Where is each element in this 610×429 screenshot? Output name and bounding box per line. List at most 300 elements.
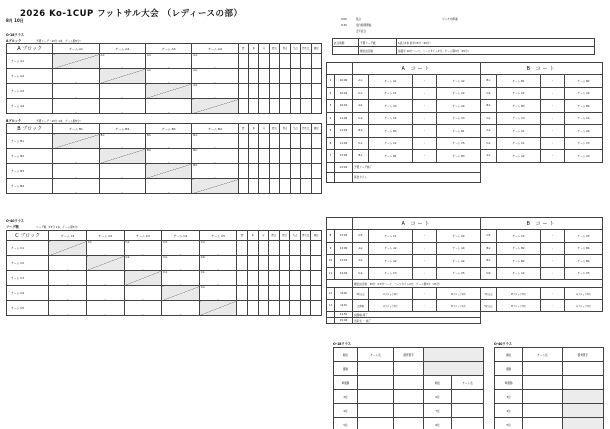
rank-label: 3位: [495, 390, 523, 404]
stat-cell: [269, 99, 279, 114]
rank-mvp: [394, 362, 424, 376]
rank-u18-label: O-18クラス: [333, 342, 351, 346]
stat-cell: [258, 301, 269, 316]
match-code: C⑥: [125, 241, 130, 244]
match-cell: B③: [353, 125, 369, 138]
match-cell: C⑤: [353, 137, 369, 150]
match-cell: チーム A1: [369, 75, 413, 88]
stat-cell: [311, 84, 321, 99]
stat-cell: [269, 69, 279, 84]
court-a-header: A コート: [353, 218, 481, 230]
rank-row: [334, 376, 484, 390]
team-row: [7, 179, 322, 194]
match-cell: 11:20: [335, 125, 353, 138]
stat-cell: [269, 84, 279, 99]
rank-mvp: [394, 376, 424, 390]
score-dash: _: [121, 144, 124, 148]
stat-cell: [290, 286, 301, 301]
page-title: 2026 Ko-1CUP フットサル大会 （レディースの部）: [20, 9, 243, 19]
team-row: [7, 54, 322, 69]
match-cell: チーム A2: [497, 150, 541, 163]
match-row: [327, 150, 603, 163]
team-header: チーム C4: [162, 231, 200, 241]
match-cell: 13:40: [335, 267, 353, 280]
match-row: [327, 112, 603, 125]
stat-cell: [237, 301, 248, 316]
match-cell: [124, 301, 162, 316]
info-line-cell: 受付時間開始: [355, 24, 372, 27]
stat-cell: [280, 69, 290, 84]
match-row: [327, 230, 603, 243]
block-label: B ブロック: [7, 124, 53, 134]
tail-text: 決勝戦 終了: [353, 312, 481, 318]
stat-cell: [259, 69, 269, 84]
match-code: A①: [100, 54, 105, 57]
match-code: B①: [100, 134, 105, 137]
stat-cell: [279, 301, 290, 316]
team-row: [7, 256, 322, 271]
match-cell: 10:00: [335, 75, 353, 88]
match-code: C⑤: [200, 271, 205, 274]
team-name: チーム B1: [7, 134, 53, 149]
diagonal-cell: [99, 149, 145, 164]
match-cell: [49, 301, 87, 316]
match-cell: 4: [327, 112, 335, 125]
stat-cell: [248, 84, 258, 99]
event-date: 8月 10日: [6, 18, 24, 23]
match-code: C③: [200, 241, 205, 244]
stat-header: 失点: [290, 124, 300, 134]
match-cell: チーム B2: [497, 255, 541, 268]
match-cell: 8: [327, 230, 335, 243]
rank-label: 5位: [334, 418, 358, 429]
stat-cell: [290, 134, 300, 149]
match-cell: C①: [353, 87, 369, 100]
score-dash: _: [217, 281, 219, 285]
match-cell: A④: [353, 255, 369, 268]
match-code: A③: [193, 54, 198, 57]
match-cell: [145, 179, 191, 194]
info-row-cell: 予選リーグ戦: [359, 39, 397, 47]
rank-label: 5位: [495, 418, 523, 429]
final-cell: 7位決定: [481, 288, 497, 300]
stat-cell: [280, 149, 290, 164]
match-cell: チーム C4: [437, 230, 481, 243]
block-a-table: [6, 43, 322, 114]
score-dash: _: [217, 251, 219, 255]
score-dash: _: [217, 296, 219, 300]
match-cell: [86, 286, 124, 301]
diagonal-cell: [86, 256, 124, 271]
stat-cell: [238, 179, 248, 194]
team-header: チーム A1: [53, 44, 99, 54]
final-cell: Aブロック1位: [369, 300, 413, 312]
match-row: [327, 242, 603, 255]
match-cell: チーム A2: [369, 255, 413, 268]
match-cell: [192, 164, 238, 179]
score-dash: _: [66, 311, 69, 315]
match-cell: -: [413, 87, 437, 100]
info-line-cell: 9:00: [341, 17, 347, 21]
stat-cell: [269, 54, 279, 69]
final-cell: -: [541, 300, 565, 312]
info-line-cell: ピッチ内準備: [442, 18, 458, 21]
stat-header: 勝: [238, 44, 248, 54]
score-dash: _: [142, 296, 144, 300]
stat-cell: [248, 164, 258, 179]
match-cell: -: [541, 230, 565, 243]
court-b-header: B コート: [481, 218, 603, 230]
match-row: [327, 87, 603, 100]
score-dash: _: [75, 109, 77, 113]
team-name: チーム B4: [7, 179, 53, 194]
rank-team: [523, 404, 562, 418]
final-cell: 12: [327, 288, 335, 300]
match-cell: -: [413, 242, 437, 255]
stat-header: 順位: [311, 231, 322, 241]
match-cell: B②: [481, 100, 497, 113]
info-line-cell: 9:30: [341, 23, 347, 27]
match-cell: チーム B1: [497, 75, 541, 88]
match-cell: チーム B2: [565, 75, 603, 88]
final-cell: Bブロック3位: [497, 288, 541, 300]
match-cell: 11: [327, 267, 335, 280]
rank-mvp: [562, 390, 603, 404]
stat-cell: [258, 286, 269, 301]
match-cell: チーム A3: [565, 150, 603, 163]
court-a-header: A コート: [353, 63, 481, 75]
stat-header: 負: [248, 44, 258, 54]
stat-cell: [237, 271, 248, 286]
stat-header: 分: [258, 231, 269, 241]
stat-cell: [290, 84, 300, 99]
stat-cell: [269, 149, 279, 164]
rank-row: [334, 390, 484, 404]
match-cell: C⑦: [353, 230, 369, 243]
info-line-cell: [441, 28, 540, 34]
stat-header: 得失差: [300, 231, 311, 241]
stat-cell: [311, 54, 321, 69]
stat-cell: [279, 256, 290, 271]
final-row: [327, 288, 603, 300]
block-b-note: 予選リーグ（15分 1本、ゲーム間5分）: [36, 119, 83, 123]
stat-cell: [290, 271, 301, 286]
info-line-cell: [340, 28, 355, 34]
match-cell: チーム B4: [369, 125, 413, 138]
score-dash: _: [214, 144, 216, 148]
final-cell: -: [413, 300, 437, 312]
rank-label: 優勝: [334, 362, 358, 376]
match-cell: B④: [481, 255, 497, 268]
match-code: B⑤: [146, 134, 152, 137]
match-cell: -: [541, 267, 565, 280]
stat-cell: [269, 256, 280, 271]
score-dash: _: [179, 251, 182, 255]
match-cell: チーム C1: [497, 137, 541, 150]
match-cell: [124, 241, 162, 256]
final-cell: 14:00: [335, 288, 353, 300]
score-dash: _: [167, 159, 170, 163]
diagonal-cell: [192, 99, 238, 114]
team-header: チーム A2: [99, 44, 145, 54]
final-cell: Aブロック2位: [369, 288, 413, 300]
stat-cell: [311, 134, 321, 149]
match-code: A⑥: [193, 69, 198, 72]
match-cell: チーム B1: [437, 125, 481, 138]
stat-cell: [290, 241, 301, 256]
rank-head: 順位: [334, 348, 358, 362]
team-name: チーム C5: [7, 301, 49, 316]
match-code: C④: [163, 271, 168, 274]
match-cell: チーム C2: [437, 87, 481, 100]
team-row: [7, 69, 322, 84]
match-cell: 11:00: [335, 112, 353, 125]
stat-header: 勝点: [269, 231, 280, 241]
stat-cell: [290, 164, 300, 179]
match-cell: チーム A4: [437, 100, 481, 113]
tail-row: [327, 318, 603, 324]
match-cell: -: [541, 137, 565, 150]
team-row: [7, 241, 322, 256]
rank-o40-label: O-40クラス: [494, 342, 512, 346]
match-cell: チーム C3: [437, 112, 481, 125]
match-cell: チーム B3: [437, 150, 481, 163]
match-cell: チーム C1: [369, 87, 413, 100]
final-cell: Aブロック3位: [565, 300, 603, 312]
match-cell: チーム C3: [369, 267, 413, 280]
match-cell: 2: [327, 87, 335, 100]
stat-header: 勝: [238, 124, 248, 134]
stat-cell: [269, 241, 280, 256]
block-a-section: Aブロック: [6, 39, 22, 43]
stat-cell: [300, 271, 311, 286]
match-cell: [145, 149, 191, 164]
match-cell: [86, 241, 124, 256]
stat-header: 順位: [311, 124, 321, 134]
stat-cell: [259, 134, 269, 149]
rank-row: [495, 418, 604, 429]
info-row-cell: 1試合1本 前半15分（20分）: [397, 39, 595, 47]
match-cell: チーム C2: [497, 230, 541, 243]
rank-team: [523, 362, 562, 376]
final-cell: Bブロック3位: [497, 300, 541, 312]
rank-head: 順位: [495, 348, 523, 362]
match-cell: -: [541, 242, 565, 255]
score-dash: _: [167, 144, 170, 148]
stat-cell: [311, 99, 321, 114]
stat-cell: [311, 271, 322, 286]
rank-team: [358, 376, 394, 390]
match-cell: チーム B2: [497, 242, 541, 255]
team-row: [7, 134, 322, 149]
stat-cell: [301, 164, 311, 179]
rank-row: [495, 404, 604, 418]
stat-cell: [290, 149, 300, 164]
stat-cell: [237, 286, 248, 301]
score-dash: _: [142, 266, 144, 270]
stat-cell: [311, 179, 321, 194]
team-name: チーム C4: [7, 286, 49, 301]
tail-time: 15:00: [335, 318, 353, 324]
rank-label-right: 6位: [424, 390, 452, 404]
rank-head: チーム名: [523, 348, 562, 362]
info-row-cell: 試合時間: [333, 39, 359, 47]
rank-label: 4位: [495, 404, 523, 418]
match-cell: C⑥: [481, 137, 497, 150]
match-cell: チーム C5: [565, 267, 603, 280]
diagonal-cell: [53, 54, 99, 69]
stat-cell: [247, 256, 258, 271]
tail-cell: [327, 172, 335, 182]
match-cell: A⑥: [353, 242, 369, 255]
match-cell: チーム B3: [497, 100, 541, 113]
match-cell: [199, 271, 237, 286]
schedule-info-lines: [340, 16, 540, 34]
score-dash: _: [104, 311, 106, 315]
team-header: チーム A3: [145, 44, 191, 54]
match-cell: チーム C5: [565, 230, 603, 243]
block-b-section: Bブロック: [6, 119, 22, 123]
score-dash: _: [167, 189, 170, 193]
tail-row: [327, 162, 603, 172]
stat-cell: [301, 149, 311, 164]
rank-mvp: [562, 418, 603, 429]
rank-team-right: [452, 418, 484, 429]
team-header: チーム C5: [199, 231, 237, 241]
match-cell: [99, 84, 145, 99]
team-header: チーム C1: [49, 231, 87, 241]
rank-mvp: [394, 390, 424, 404]
stat-cell: [301, 134, 311, 149]
final-cell: -: [413, 288, 437, 300]
match-cell: [124, 286, 162, 301]
block-c-note: リーグ戦（15分 1本、ゲーム間5分）: [36, 225, 80, 229]
info-row: [333, 47, 595, 55]
stat-cell: [280, 54, 290, 69]
match-cell: C⑨: [353, 267, 369, 280]
match-cell: C④: [481, 112, 497, 125]
stat-cell: [269, 286, 280, 301]
match-cell: [162, 301, 200, 316]
rank-mvp: [562, 362, 603, 376]
rank-team-right: [452, 390, 484, 404]
match-cell: 13:00: [335, 242, 353, 255]
match-cell: チーム B1: [369, 150, 413, 163]
rank-head: 優秀選手: [394, 348, 424, 362]
schedule-afternoon: [326, 217, 603, 324]
match-cell: チーム C4: [369, 112, 413, 125]
match-code: B③: [193, 134, 198, 137]
stat-header: 分: [259, 124, 269, 134]
final-note-row: [327, 280, 603, 288]
rank-team-right: [452, 404, 484, 418]
stat-cell: [279, 241, 290, 256]
diagonal-cell: [53, 134, 99, 149]
stat-cell: [300, 301, 311, 316]
rank-mid-head: チーム名: [452, 376, 484, 390]
match-cell: [49, 256, 87, 271]
stat-cell: [311, 164, 321, 179]
score-dash: _: [121, 109, 124, 113]
rank-mvp: [562, 404, 603, 418]
final-row: [327, 300, 603, 312]
stat-header: 得失差: [301, 124, 311, 134]
final-cell: Bブロック2位: [437, 288, 481, 300]
match-cell: チーム B4: [565, 100, 603, 113]
tail-row: [327, 172, 603, 182]
stat-header: 得失差: [301, 44, 311, 54]
score-dash: _: [75, 189, 77, 193]
match-cell: チーム B4: [565, 255, 603, 268]
stat-cell: [311, 286, 322, 301]
match-cell: チーム C5: [437, 137, 481, 150]
info-row-cell: 前後半 10分ハーフ、ハーフタイム2分、ゲーム間3分（25分）: [397, 47, 595, 55]
score-dash: _: [66, 281, 69, 285]
match-cell: 5: [327, 125, 335, 138]
match-code: B⑥: [193, 149, 198, 152]
score-dash: _: [167, 79, 170, 83]
stat-cell: [311, 241, 322, 256]
match-cell: チーム C4: [565, 112, 603, 125]
match-code: C①: [87, 241, 93, 244]
match-code: A⑤: [146, 54, 152, 57]
stat-cell: [311, 69, 321, 84]
match-cell: [145, 134, 191, 149]
score-dash: _: [214, 64, 216, 68]
tail-cell: [327, 318, 335, 324]
stat-cell: [290, 54, 300, 69]
rank-label: 準優勝: [495, 376, 523, 390]
team-name: チーム C3: [7, 271, 49, 286]
match-cell: [53, 179, 99, 194]
blank: [327, 280, 353, 288]
tail-time: 12:20: [335, 162, 353, 172]
stat-cell: [258, 271, 269, 286]
stat-cell: [301, 69, 311, 84]
block-b-table: [6, 123, 322, 194]
rank-mvp: [394, 418, 424, 429]
score-dash: _: [104, 296, 106, 300]
stat-cell: [238, 69, 248, 84]
stat-cell: [301, 84, 311, 99]
match-cell: チーム B4: [565, 242, 603, 255]
stat-cell: [258, 256, 269, 271]
match-code: C⑦: [163, 241, 168, 244]
match-cell: [49, 271, 87, 286]
score-dash: _: [214, 94, 216, 98]
score-dash: _: [179, 281, 182, 285]
rank-team: [358, 418, 394, 429]
stat-cell: [248, 179, 258, 194]
stat-cell: [301, 54, 311, 69]
court-b-header: B コート: [481, 63, 603, 75]
score-dash: _: [121, 189, 124, 193]
final-cell: Aブロック4位: [565, 288, 603, 300]
match-row: [327, 75, 603, 88]
rank-header: [334, 348, 484, 362]
stat-cell: [300, 256, 311, 271]
stat-cell: [269, 301, 280, 316]
match-cell: -: [413, 125, 437, 138]
block-c-table: [6, 230, 322, 316]
stat-header: 失点: [290, 44, 300, 54]
team-header: チーム B1: [53, 124, 99, 134]
match-cell: B①: [481, 75, 497, 88]
match-cell: チーム C5: [437, 267, 481, 280]
stat-cell: [259, 149, 269, 164]
rank-row: [334, 362, 484, 376]
block-label: A ブロック: [7, 44, 53, 54]
